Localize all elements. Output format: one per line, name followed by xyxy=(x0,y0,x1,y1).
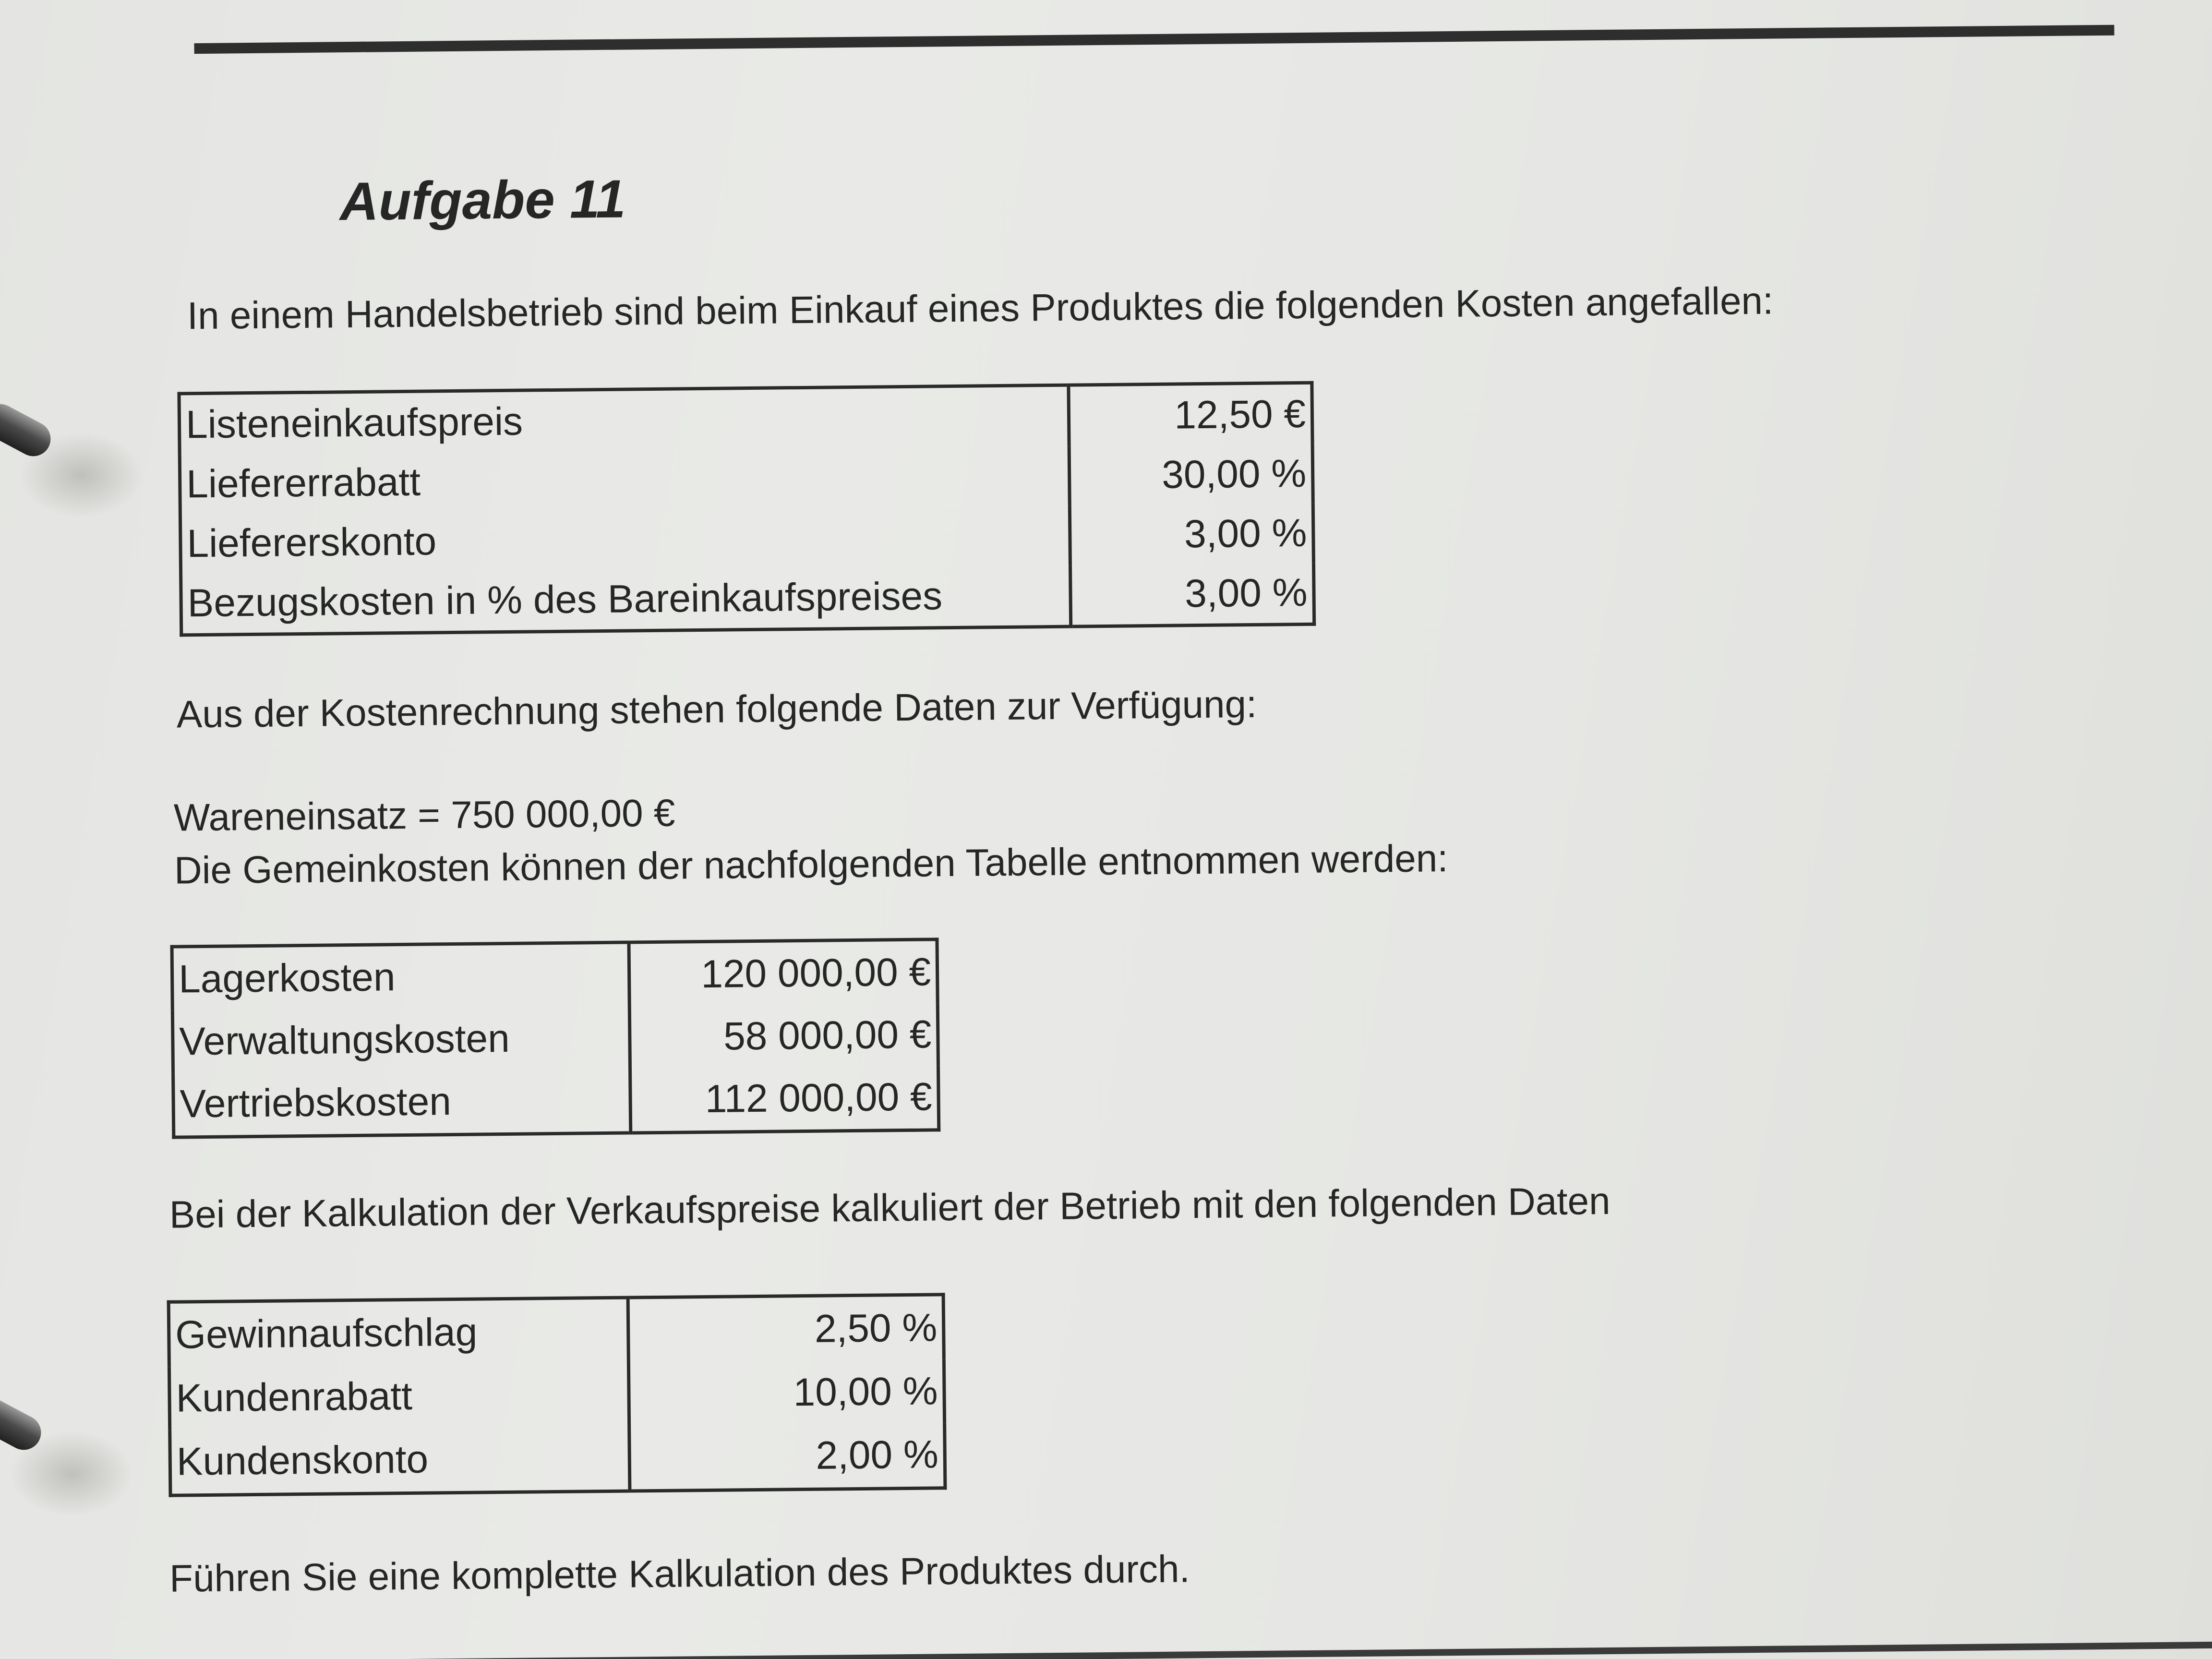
row-value: 3,00 % xyxy=(1184,570,1308,616)
row-value: 112 000,00 € xyxy=(705,1075,933,1121)
top-divider-line xyxy=(194,25,2114,54)
table-row xyxy=(173,1066,939,1137)
table-row xyxy=(168,1295,944,1367)
row-value: 10,00 % xyxy=(793,1369,938,1415)
purchase-intro-text: In einem Handelsbetrieb sind beim Einkauf eines Produktes die folgenden Kosten angefallen: xyxy=(187,279,1774,337)
pricing-intro-text: Bei der Kalkulation der Verkaufspreise kalkuliert der Betrieb mit den folgenden Daten xyxy=(169,1179,1611,1236)
row-value: 58 000,00 € xyxy=(723,1012,932,1058)
instruction-text: Führen Sie eine komplette Kalkulation des Produktes durch. xyxy=(169,1547,1190,1600)
row-label: Kundenrabatt xyxy=(169,1363,629,1431)
row-label: Vertriebskosten xyxy=(173,1069,631,1138)
wareneinsatz-text: Wareneinsatz = 750 000,00 € xyxy=(173,791,675,839)
table-row xyxy=(172,939,938,1011)
table-row xyxy=(170,1423,945,1495)
row-label: Lagerkosten xyxy=(172,942,629,1011)
table-row xyxy=(180,504,1313,574)
row-label: Kundenskonto xyxy=(170,1426,630,1496)
overhead-intro-text: Die Gemeinkosten können der nachfolgenden Tabelle entnommen werden: xyxy=(174,837,1448,892)
row-value: 120 000,00 € xyxy=(700,950,931,997)
pricing-table xyxy=(167,1293,947,1497)
table-row xyxy=(169,1359,944,1430)
table-row xyxy=(180,444,1313,515)
row-value: 2,00 % xyxy=(816,1432,939,1478)
task-title: Aufgabe 11 xyxy=(339,168,626,232)
row-value: 12,50 € xyxy=(1174,392,1306,437)
purchase-cost-table xyxy=(177,381,1316,637)
row-label: Verwaltungskosten xyxy=(172,1007,630,1073)
row-label: Liefererskonto xyxy=(180,506,1070,574)
overhead-cost-table xyxy=(170,938,940,1139)
table-row xyxy=(179,383,1312,455)
row-label: Gewinnaufschlag xyxy=(168,1298,628,1367)
bottom-divider-line xyxy=(152,1642,2212,1659)
row-value: 2,50 % xyxy=(814,1306,938,1351)
row-label: Liefererrabatt xyxy=(180,446,1070,515)
row-value: 3,00 % xyxy=(1184,511,1307,556)
table-row xyxy=(172,1003,938,1073)
row-value: 30,00 % xyxy=(1161,451,1307,497)
table-row xyxy=(181,563,1314,635)
row-label: Listeneinkaufspreis xyxy=(179,385,1069,455)
row-label: Bezugskosten in % des Bareinkaufspreises xyxy=(181,565,1071,635)
cost-data-intro-text: Aus der Kostenrechnung stehen folgende Daten zur Verfügung: xyxy=(176,682,1257,736)
